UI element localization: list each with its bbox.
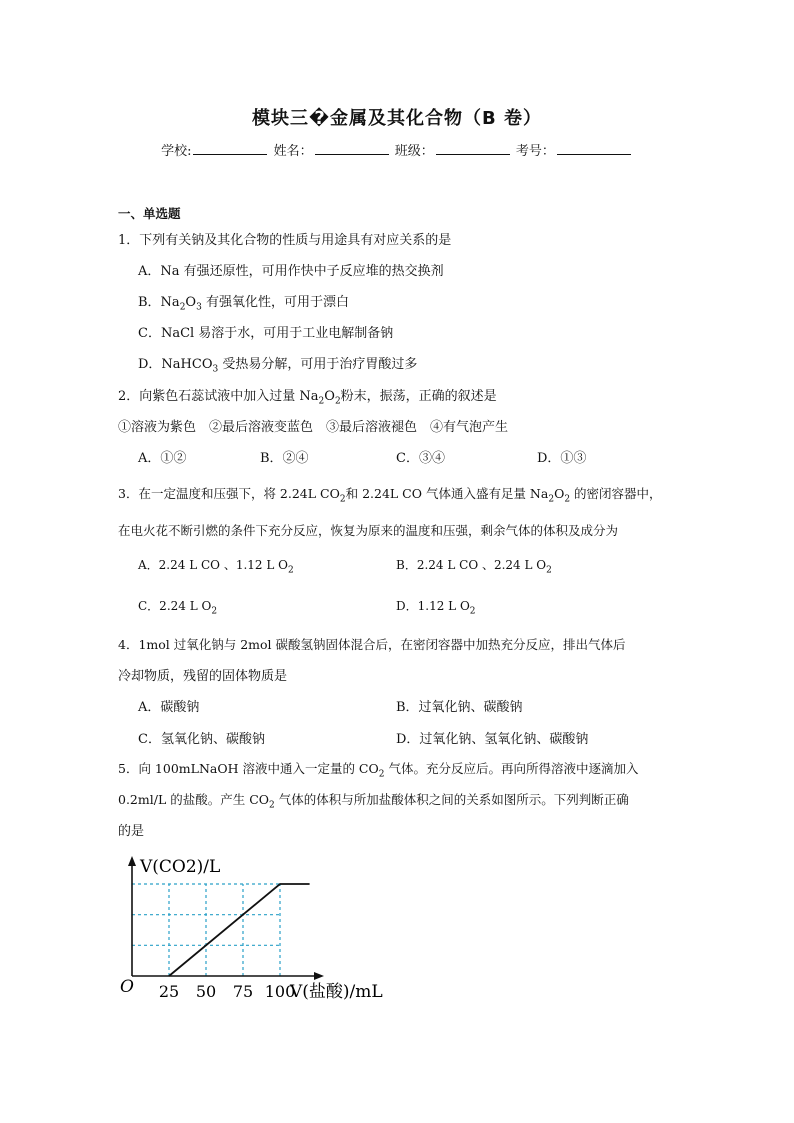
y-axis-arrow xyxy=(128,856,136,866)
q5-stem-line2 xyxy=(118,790,629,811)
q3-stem-sub: 2 xyxy=(548,494,555,505)
q5-stem-line1 xyxy=(118,759,638,780)
x-tick-label: 100 xyxy=(264,982,296,1001)
class-blank[interactable] xyxy=(436,142,510,155)
q1-b-text: O xyxy=(185,295,197,310)
q3-stem-line2: 在电火花不断引燃的条件下充分反应，恢复为原来的温度和压强，剩余气体的体积及成分为 xyxy=(118,523,619,538)
q5-stem-text: 5．向 100mLNaOH 溶液中通入一定量的 CO xyxy=(118,761,379,776)
name-label: 姓名： xyxy=(273,144,313,159)
q3-stem-text: O xyxy=(554,486,565,501)
q3-option-c[interactable] xyxy=(138,597,217,616)
chart-grid xyxy=(132,884,280,976)
co2-volume-line xyxy=(169,884,310,976)
q3-a-text: A．2.24 L CO 、1.12 L O xyxy=(138,558,288,572)
q2-option-c[interactable]: C．③④ xyxy=(396,451,445,466)
q5-stem-text: 0.2ml/L 的盐酸。产生 CO xyxy=(118,792,270,807)
q3-b-sub: 2 xyxy=(546,565,552,576)
q3-stem-sub: 2 xyxy=(564,494,571,505)
q2-option-a[interactable]: A．①② xyxy=(138,451,187,466)
q1-option-b[interactable] xyxy=(138,291,349,313)
q1-d-text: D．NaHCO xyxy=(138,357,213,372)
q5-stem-line3: 的是 xyxy=(118,824,145,839)
q3-option-a[interactable] xyxy=(138,556,294,575)
q4-stem-line1: 4．1mol 过氧化钠与 2mol 碳酸氢钠固体混合后，在密闭容器中加热充分反应，排出气体后 xyxy=(118,637,626,652)
q1-b-sub: 2 xyxy=(179,302,186,313)
origin-label: O xyxy=(120,977,134,997)
q2-stem-text: O xyxy=(324,389,335,404)
q1-stem: 1．下列有关钠及其化合物的性质与用途具有对应关系的是 xyxy=(118,233,452,248)
y-axis-label: V(CO2)/L xyxy=(140,857,221,877)
class-label: 班级： xyxy=(394,144,434,159)
q5-stem-sub: 2 xyxy=(269,800,275,811)
exam-no-blank[interactable] xyxy=(557,142,631,155)
q3-option-b[interactable] xyxy=(396,556,552,575)
exam-no-label: 考号： xyxy=(515,144,555,159)
q3-a-sub: 2 xyxy=(287,565,294,576)
school-label: 学校: xyxy=(161,144,192,159)
chart-series xyxy=(169,884,310,976)
q5-stem-text: 气体。充分反应后。再向所得溶液中逐滴加入 xyxy=(384,761,639,776)
q1-option-c[interactable]: C．NaCl 易溶于水，可用于工业电解制备钠 xyxy=(138,326,394,341)
q3-stem-text: 的密闭容器中， xyxy=(570,486,662,501)
q2-statements: ①溶液为紫色 ②最后溶液变蓝色 ③最后溶液褪色 ④有气泡产生 xyxy=(118,420,509,435)
q3-b-text: B．2.24 L CO 、2.24 L O xyxy=(396,558,547,572)
q1-d-sub: 3 xyxy=(212,364,219,375)
q3-stem-sub: 2 xyxy=(339,494,346,505)
q1-b-text: B．Na xyxy=(138,295,180,310)
school-blank[interactable] xyxy=(193,142,267,155)
x-tick-label: 25 xyxy=(158,982,180,1001)
q2-stem-text: 2．向紫色石蕊试液中加入过量 Na xyxy=(118,389,319,404)
q3-c-text: C．2.24 L O xyxy=(138,599,212,613)
q2-stem-sub: 2 xyxy=(318,396,325,407)
q3-stem-text: 3．在一定温度和压强下，将 2.24L CO xyxy=(118,486,340,501)
q2-stem-text: 粉末，振荡，正确的叙述是 xyxy=(340,389,497,404)
q1-option-d[interactable] xyxy=(138,353,417,375)
q2-option-d[interactable]: D．①③ xyxy=(537,451,587,466)
page-title: 模块三�金属及其化合物（B 卷） xyxy=(251,108,543,129)
q4-option-a[interactable]: A．碳酸钠 xyxy=(138,700,200,715)
q4-option-b[interactable]: B．过氧化钠、碳酸钠 xyxy=(396,700,523,715)
student-info-row xyxy=(0,140,794,159)
q2-stem-sub: 2 xyxy=(334,396,341,407)
q4-stem-line2: 冷却物质，残留的固体物质是 xyxy=(118,669,288,684)
q3-c-sub: 2 xyxy=(211,606,218,617)
q3-option-d[interactable] xyxy=(396,597,476,616)
q4-option-c[interactable]: C．氢氧化钠、碳酸钠 xyxy=(138,732,265,747)
q1-b-sub: 3 xyxy=(196,302,202,313)
x-axis-label: V(盐酸)/mL xyxy=(290,982,383,1002)
q3-stem-line1 xyxy=(118,484,662,505)
q3-d-sub: 2 xyxy=(469,606,476,617)
q1-option-a[interactable]: A．Na 有强还原性，可用作快中子反应堆的热交换剂 xyxy=(138,264,444,279)
x-tick-label: 50 xyxy=(195,982,217,1001)
q5-stem-sub: 2 xyxy=(378,769,385,780)
q4-option-d[interactable]: D．过氧化钠、氢氧化钠、碳酸钠 xyxy=(396,732,589,747)
q3-stem-text: 和 2.24L CO 气体通入盛有足量 Na xyxy=(345,486,549,501)
q5-stem-text: 气体的体积与所加盐酸体积之间的关系如图所示。下列判断正确 xyxy=(274,792,629,807)
q2-stem xyxy=(118,385,497,407)
q3-d-text: D．1.12 L O xyxy=(396,599,470,613)
q5-chart xyxy=(116,848,396,1008)
q1-d-text: 受热易分解，可用于治疗胃酸过多 xyxy=(218,357,418,372)
section-heading: 一、单选题 xyxy=(118,206,181,221)
x-axis-arrow xyxy=(314,972,324,980)
q2-option-b[interactable]: B．②④ xyxy=(260,451,309,466)
name-blank[interactable] xyxy=(315,142,389,155)
x-tick-labels xyxy=(159,982,295,1001)
q1-b-text: 有强氧化性，可用于漂白 xyxy=(201,295,349,310)
x-tick-label: 75 xyxy=(232,982,254,1001)
